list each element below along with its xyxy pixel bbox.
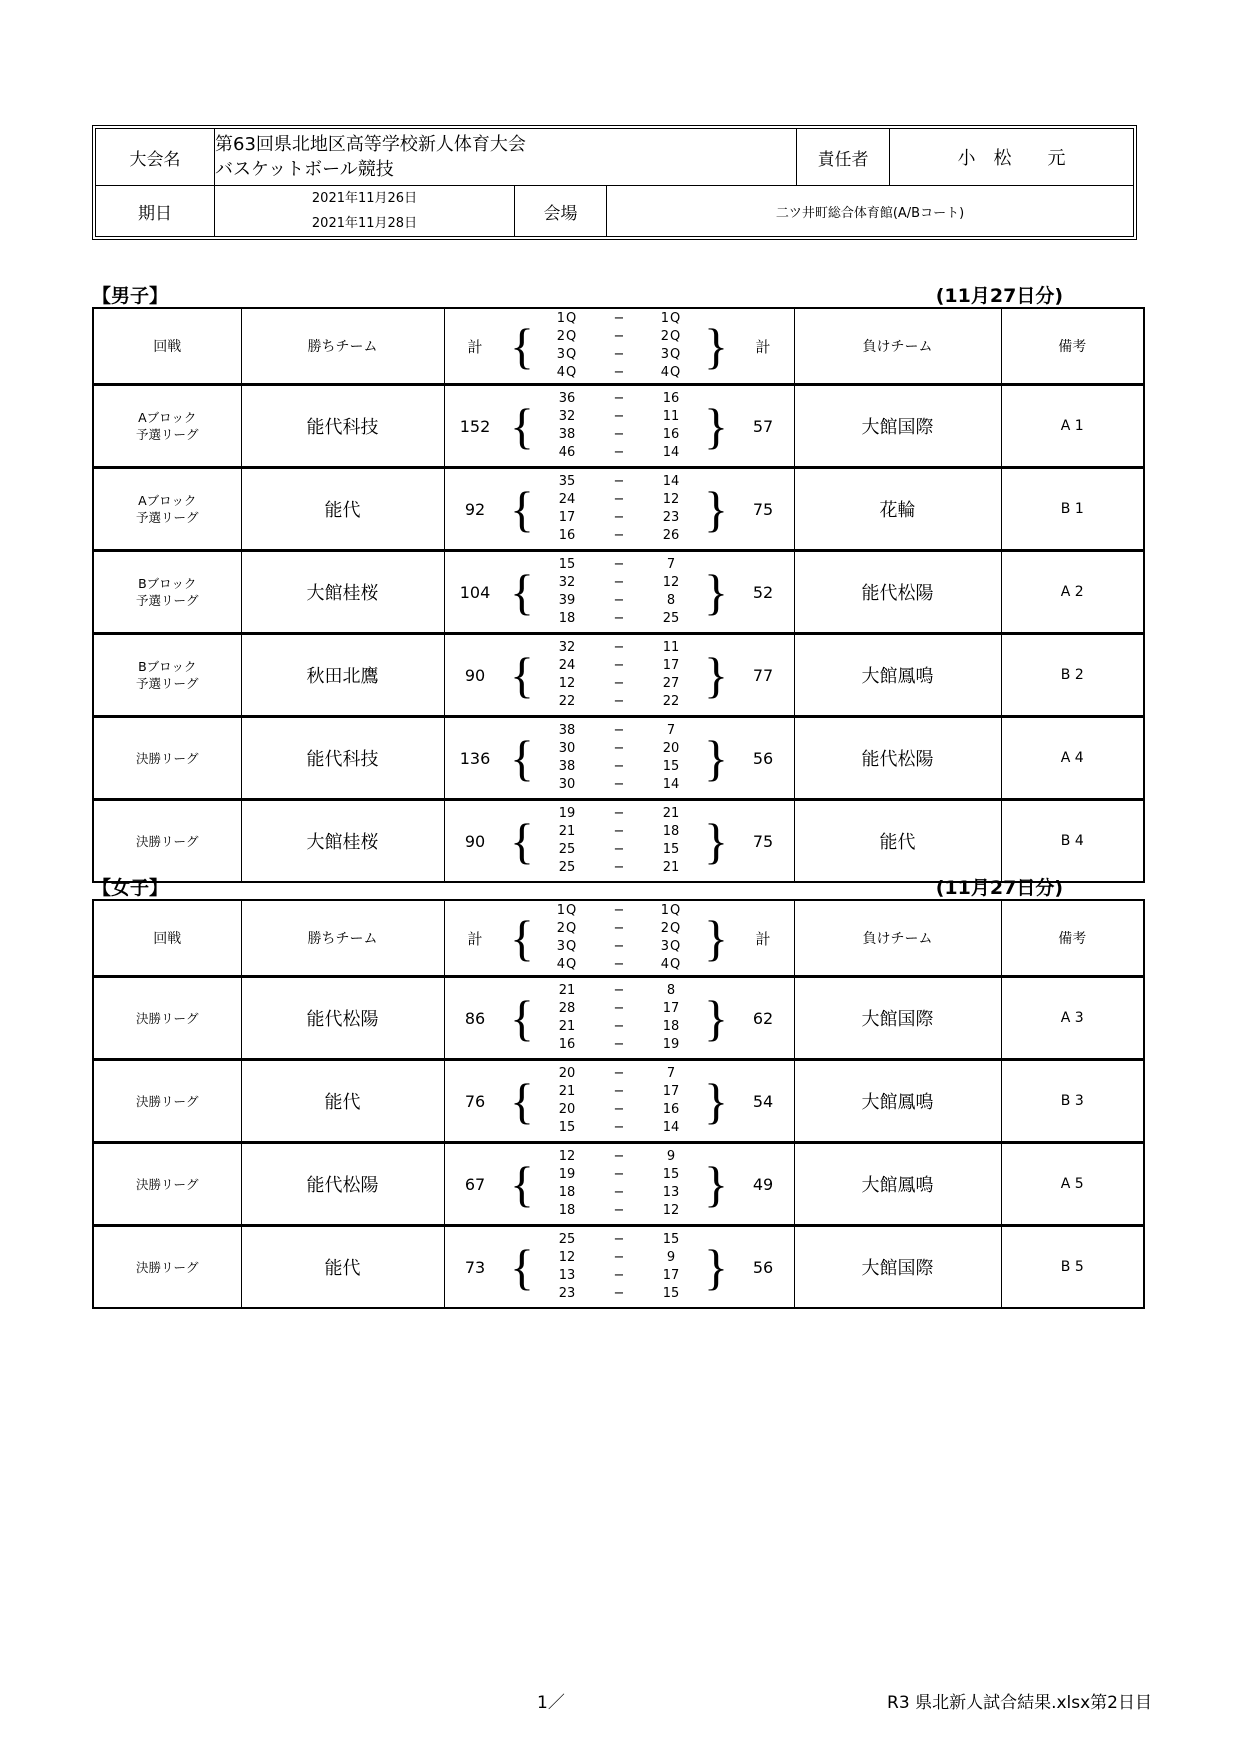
remark-cell: A 5 [1001,1143,1144,1226]
round-line2: 予選リーグ [135,593,199,608]
section-title-women: 【女子】 [92,877,169,899]
score-cell [444,1226,794,1309]
result-row [93,634,1144,717]
winning-team-cell: 能代 [241,1226,444,1309]
winner-total: 104 [459,582,491,602]
dash: − [613,1250,625,1265]
dash: − [613,842,625,857]
quarter-score: 15 [662,759,680,774]
quarter-score: 8 [666,593,676,608]
loser-total: 52 [752,582,774,602]
dash: − [613,824,625,839]
quarter-scores [539,982,699,1054]
quarter-score: 22 [558,694,576,709]
venue-label: 会場 [515,186,607,237]
quarter-score: 14 [662,445,680,460]
quarter-score: 14 [662,777,680,792]
left-brace: { [510,730,534,786]
quarter-scores [539,390,699,462]
result-row [93,1143,1144,1226]
quarter-score: 28 [558,1001,576,1016]
quarter-score: 32 [558,409,576,424]
quarter-score: 38 [558,723,576,738]
quarter-score: 35 [558,474,576,489]
quarter-score: 19 [662,1037,680,1052]
quarter-score: 21 [558,983,576,998]
col-loser-total: 計 [755,337,771,356]
score-cell [444,800,794,883]
dash: − [613,1066,625,1081]
quarter-score: 15 [662,842,680,857]
score-cell [444,551,794,634]
quarter-score: 24 [558,658,576,673]
quarter-score: 15 [662,1286,680,1301]
col-loser: 負けチーム [794,900,1001,977]
col-round: 回戦 [93,308,241,385]
quarter-score: 13 [662,1185,680,1200]
remark-cell: A 2 [1001,551,1144,634]
losing-team-cell: 能代 [794,800,1001,883]
quarter-score: 15 [558,1120,576,1135]
dash: − [613,1084,625,1099]
left-brace: { [510,481,534,537]
loser-total: 77 [752,665,774,685]
dash: − [613,1120,625,1135]
right-brace: } [704,990,728,1046]
dash: − [613,723,625,738]
dash: − [613,1102,625,1117]
dash: − [613,1167,625,1182]
dash: − [613,347,625,362]
quarter-score: 20 [662,741,680,756]
col-loser: 負けチーム [794,308,1001,385]
quarter-scores [539,1231,699,1303]
quarter-score: 18 [662,1019,680,1034]
section-date-note-women: (11月27日分) [935,877,1063,899]
dash: − [613,391,625,406]
quarter-score: 25 [662,611,680,626]
round-line2: 予選リーグ [135,510,199,525]
quarter-score: 16 [558,1037,576,1052]
quarter-score: 25 [558,860,576,875]
losing-team-cell: 大館国際 [794,1226,1001,1309]
dash: − [613,611,625,626]
quarter-score: 8 [666,983,676,998]
col-winner: 勝ちチーム [241,900,444,977]
round-line1: 決勝リーグ [135,1093,199,1109]
right-brace: } [704,647,728,703]
quarter-score: 25 [558,1232,576,1247]
dash: − [613,903,625,918]
quarter-score: 15 [558,557,576,572]
quarter-score: 16 [662,427,680,442]
quarter-score: 18 [662,824,680,839]
winning-team-cell: 能代 [241,468,444,551]
quarter-labels: 1Q − 1Q 2Q − 2Q 3Q − 3Q 4Q − 4Q [556,903,682,972]
remark-cell: A 1 [1001,385,1144,468]
winning-team-cell: 能代 [241,1060,444,1143]
losing-team-cell: 大館国際 [794,385,1001,468]
loser-total: 49 [752,1174,774,1194]
quarter-scores [539,556,699,628]
dash: − [613,593,625,608]
quarter-score: 11 [662,409,680,424]
right-brace: } [704,1073,728,1129]
quarter-score: 30 [558,741,576,756]
venue-value: 二ツ井町総合体育館(A/Bコート) [607,186,1134,237]
score-cell [444,717,794,800]
col-winner: 勝ちチーム [241,308,444,385]
losing-team-cell: 能代松陽 [794,551,1001,634]
right-brace: } [704,813,728,869]
winning-team-cell: 秋田北鷹 [241,634,444,717]
quarter-score: 12 [662,575,680,590]
dash: − [613,445,625,460]
col-winner-total: 計 [467,337,483,356]
remark-cell: A 4 [1001,717,1144,800]
responsible-name: 小 松 元 [890,129,1134,186]
quarter-score: 38 [558,759,576,774]
header-row-meet [95,128,1134,186]
round-cell [93,1060,241,1143]
quarter-score: 32 [558,640,576,655]
quarter-scores [539,722,699,794]
dash: − [613,939,625,954]
quarter-score: 21 [558,1019,576,1034]
loser-total: 54 [752,1091,774,1111]
section-date-note-men: (11月27日分) [935,285,1063,307]
remark-cell: B 2 [1001,634,1144,717]
left-brace: { [510,1073,534,1129]
round-cell [93,551,241,634]
quarter-score: 36 [558,391,576,406]
quarter-score: 14 [662,1120,680,1135]
dash: − [613,1232,625,1247]
quarter-scores [539,639,699,711]
quarter-score: 19 [558,806,576,821]
date-values [215,186,515,237]
dash: − [613,759,625,774]
dash: − [613,1001,625,1016]
results-table-header [93,900,1144,977]
quarter-score: 19 [558,1167,576,1182]
date-line1: 2021年11月26日 [311,191,418,206]
quarter-score: 9 [666,1149,676,1164]
quarter-scores [539,805,699,877]
quarter-score: 12 [558,676,576,691]
quarter-score: 21 [558,1084,576,1099]
quarter-score: 17 [558,510,576,525]
quarter-score: 21 [662,860,680,875]
dash: − [613,409,625,424]
loser-total: 56 [752,1257,774,1277]
dash: − [613,575,625,590]
results-table-women [92,899,1145,1309]
losing-team-cell: 大館鳳鳴 [794,634,1001,717]
quarter-scores [539,1148,699,1220]
dash: − [613,1037,625,1052]
quarter-score: 16 [662,391,680,406]
dash: − [613,860,625,875]
quarter-score: 16 [662,1102,680,1117]
dash: − [613,329,625,344]
right-brace: } [704,564,728,620]
quarter-score: 39 [558,593,576,608]
remark-cell: B 1 [1001,468,1144,551]
dash: − [613,474,625,489]
quarter-score: 17 [662,1268,680,1283]
date-label: 期日 [96,186,215,237]
left-brace: { [510,990,534,1046]
right-brace: } [704,1239,728,1295]
quarter-score: 46 [558,445,576,460]
quarter-score: 15 [662,1167,680,1182]
col-remarks: 備考 [1001,308,1144,385]
winning-team-cell: 能代松陽 [241,977,444,1060]
results-table-men [92,307,1145,883]
right-brace: } [704,1156,728,1212]
remark-cell: B 5 [1001,1226,1144,1309]
result-row [93,551,1144,634]
score-cell [444,1060,794,1143]
section-header-women [92,873,1143,897]
round-line1: Aブロック [138,493,197,508]
quarter-score: 23 [662,510,680,525]
section-title-men: 【男子】 [92,285,169,307]
right-brace: } [704,910,728,966]
losing-team-cell: 大館鳳鳴 [794,1143,1001,1226]
remark-cell: B 3 [1001,1060,1144,1143]
left-brace: { [510,1156,534,1212]
dash: − [613,921,625,936]
result-row [93,468,1144,551]
round-line1: Bブロック [138,659,197,674]
quarter-score: 20 [558,1066,576,1081]
quarter-score: 17 [662,658,680,673]
dash: − [613,492,625,507]
winner-total: 136 [459,748,491,768]
meet-name-value [215,129,797,186]
dash: − [613,365,625,380]
quarter-score: 17 [662,1001,680,1016]
dash: − [613,1268,625,1283]
left-brace: { [510,318,534,374]
section-header-men [92,281,1143,305]
header-row-date [95,185,1134,237]
loser-total: 62 [752,1008,774,1028]
left-brace: { [510,1239,534,1295]
loser-total: 75 [752,831,774,851]
winning-team-cell: 能代科技 [241,717,444,800]
dash: − [613,694,625,709]
quarter-score: 18 [558,1185,576,1200]
dash: − [613,1019,625,1034]
round-line1: 決勝リーグ [135,1176,199,1192]
quarter-score: 23 [558,1286,576,1301]
quarter-labels: 1Q − 1Q 2Q − 2Q 3Q − 3Q 4Q − 4Q [556,311,682,380]
winner-total: 67 [464,1174,486,1194]
round-line1: 決勝リーグ [135,1259,199,1275]
quarter-score: 7 [666,1066,676,1081]
winning-team-cell: 能代松陽 [241,1143,444,1226]
quarter-score: 12 [558,1149,576,1164]
quarter-scores [539,473,699,545]
quarter-score: 24 [558,492,576,507]
winner-total: 73 [464,1257,486,1277]
winner-total: 90 [464,665,486,685]
dash: − [613,1203,625,1218]
round-cell [93,385,241,468]
quarter-score: 11 [662,640,680,655]
left-brace: { [510,910,534,966]
date-line2: 2021年11月28日 [311,216,418,231]
header-info-table [92,125,1137,240]
dash: − [613,777,625,792]
winning-team-cell: 能代科技 [241,385,444,468]
loser-total: 75 [752,499,774,519]
score-cell [444,1143,794,1226]
quarter-scores [539,1065,699,1137]
result-row [93,1060,1144,1143]
quarter-score: 21 [662,806,680,821]
result-row [93,385,1144,468]
losing-team-cell: 大館国際 [794,977,1001,1060]
quarter-score: 38 [558,427,576,442]
page-number: 1／ [537,1693,565,1713]
quarter-score: 27 [662,676,680,691]
quarter-score: 7 [666,723,676,738]
quarter-score: 12 [662,1203,680,1218]
right-brace: } [704,398,728,454]
quarter-score: 12 [558,1250,576,1265]
round-cell [93,1226,241,1309]
remark-cell: A 3 [1001,977,1144,1060]
dash: − [613,676,625,691]
dash: − [613,528,625,543]
round-line1: 決勝リーグ [135,750,199,766]
round-line2: 予選リーグ [135,676,199,691]
results-table-header [93,308,1144,385]
score-cell [444,977,794,1060]
dash: − [613,806,625,821]
winner-total: 92 [464,499,486,519]
round-cell [93,800,241,883]
quarter-score: 18 [558,611,576,626]
remark-cell: B 4 [1001,800,1144,883]
col-winner-total: 計 [467,929,483,948]
quarter-score: 22 [662,694,680,709]
col-remarks: 備考 [1001,900,1144,977]
round-line2: 予選リーグ [135,427,199,442]
dash: − [613,1286,625,1301]
quarter-score: 7 [666,557,676,572]
winning-team-cell: 大館桂桜 [241,551,444,634]
score-cell [444,468,794,551]
round-cell [93,977,241,1060]
dash: − [613,957,625,972]
dash: − [613,741,625,756]
dash: − [613,510,625,525]
quarter-score: 26 [662,528,680,543]
quarter-score: 17 [662,1084,680,1099]
right-brace: } [704,481,728,537]
round-line1: Aブロック [138,410,197,425]
score-cell [444,385,794,468]
meet-name-line1: 第63回県北地区高等学校新人体育大会 [215,134,526,155]
col-loser-total: 計 [755,929,771,948]
round-line1: Bブロック [138,576,197,591]
col-score [444,900,794,977]
left-brace: { [510,647,534,703]
dash: − [613,1185,625,1200]
quarter-score: 14 [662,474,680,489]
loser-total: 57 [752,416,774,436]
result-row [93,800,1144,883]
losing-team-cell: 花輪 [794,468,1001,551]
winner-total: 90 [464,831,486,851]
right-brace: } [704,730,728,786]
round-cell [93,468,241,551]
result-row [93,1226,1144,1309]
round-line1: 決勝リーグ [135,833,199,849]
round-cell [93,1143,241,1226]
quarter-score: 20 [558,1102,576,1117]
round-cell [93,634,241,717]
dash: − [613,658,625,673]
file-name-note: R3 県北新人試合結果.xlsx第2日目 [887,1693,1152,1713]
winner-total: 86 [464,1008,486,1028]
responsible-label: 責任者 [797,129,890,186]
left-brace: { [510,564,534,620]
right-brace: } [704,318,728,374]
winning-team-cell: 大館桂桜 [241,800,444,883]
quarter-score: 18 [558,1203,576,1218]
losing-team-cell: 大館鳳鳴 [794,1060,1001,1143]
meet-name-line2: バスケットボール競技 [215,159,394,180]
result-row [93,717,1144,800]
quarter-score: 12 [662,492,680,507]
dash: − [613,427,625,442]
dash: − [613,640,625,655]
dash: − [613,311,625,326]
winner-total: 152 [459,416,491,436]
dash: − [613,557,625,572]
quarter-score: 9 [666,1250,676,1265]
col-score [444,308,794,385]
quarter-score: 21 [558,824,576,839]
quarter-score: 15 [662,1232,680,1247]
round-cell [93,717,241,800]
quarter-score: 25 [558,842,576,857]
quarter-score: 30 [558,777,576,792]
round-line1: 決勝リーグ [135,1010,199,1026]
losing-team-cell: 能代松陽 [794,717,1001,800]
quarter-score: 32 [558,575,576,590]
quarter-score: 13 [558,1268,576,1283]
col-round: 回戦 [93,900,241,977]
dash: − [613,1149,625,1164]
score-cell [444,634,794,717]
winner-total: 76 [464,1091,486,1111]
loser-total: 56 [752,748,774,768]
left-brace: { [510,813,534,869]
result-row [93,977,1144,1060]
dash: − [613,983,625,998]
meet-name-label: 大会名 [96,129,215,186]
quarter-score: 16 [558,528,576,543]
left-brace: { [510,398,534,454]
